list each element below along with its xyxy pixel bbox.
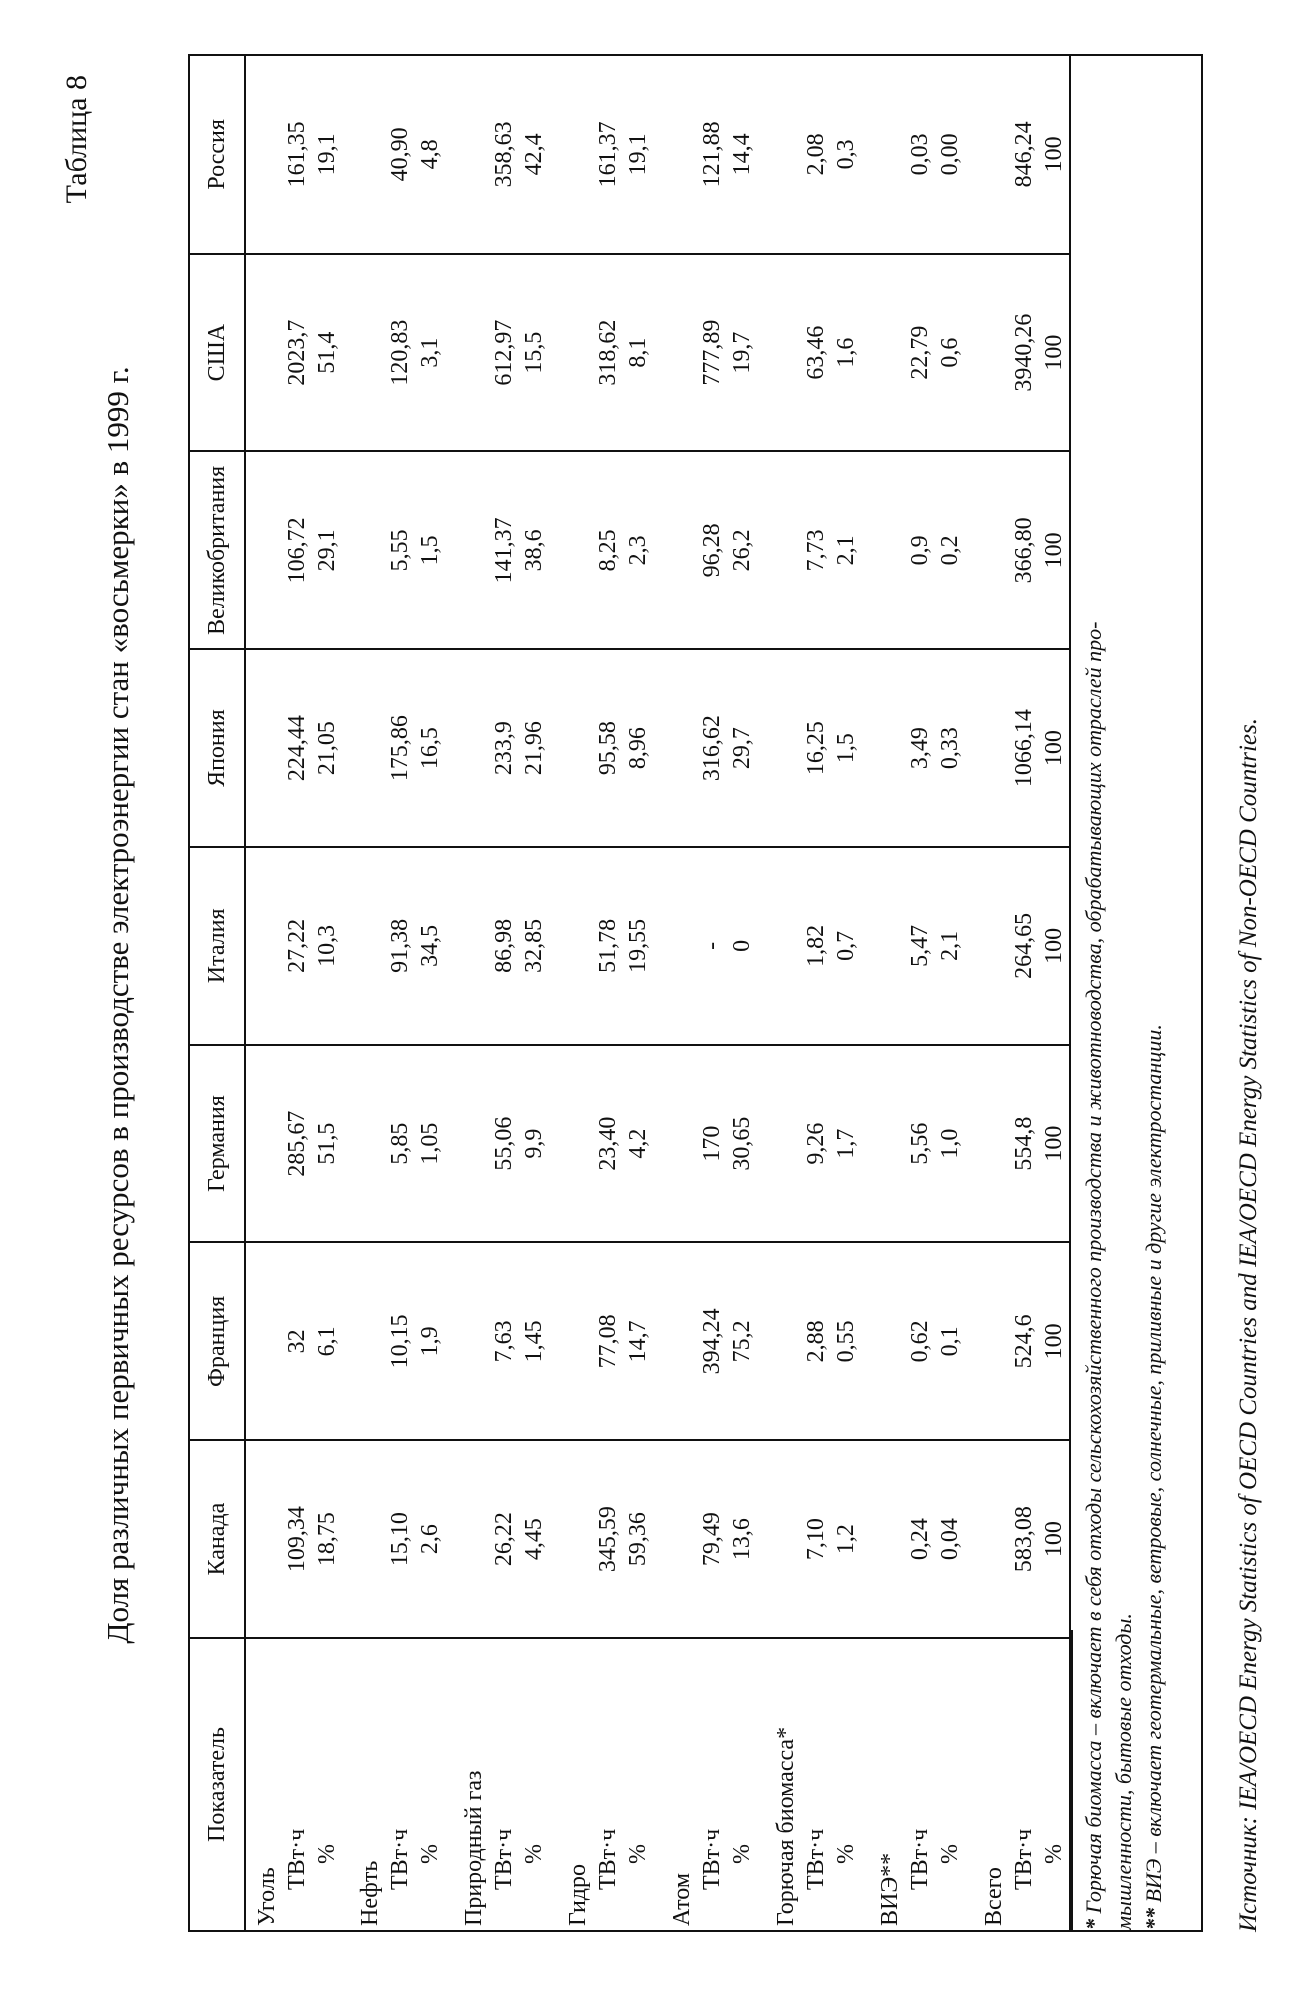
header-country: Италия: [190, 847, 245, 1045]
pct-value: 1,5: [833, 733, 859, 764]
pct-value: 19,55: [625, 918, 651, 973]
twh-value: 16,25: [803, 721, 829, 776]
unit-pct-label: %: [729, 1844, 755, 1864]
pct-value: 32,85: [521, 918, 547, 973]
pct-value: 0,00: [937, 133, 963, 176]
data-row: [453, 56, 557, 1930]
pct-value: 0,1: [937, 1326, 963, 1357]
pct-value: 1,45: [521, 1320, 547, 1363]
twh-value: 0,24: [907, 1518, 933, 1561]
pct-value: 26,2: [729, 529, 755, 572]
unit-twh-label: ТВт·ч: [699, 1828, 725, 1890]
group-name: Горючая биомасса*: [773, 1726, 799, 1926]
pct-value: 13,6: [729, 1518, 755, 1561]
pct-value: 0,3: [833, 139, 859, 170]
unit-twh-label: ТВт·ч: [803, 1828, 829, 1890]
pct-value: 1,6: [833, 337, 859, 368]
value-cell: [245, 847, 349, 1045]
pct-value: 6,1: [314, 1326, 340, 1357]
pct-value: 0,04: [937, 1518, 963, 1561]
pct-value: 0,2: [937, 535, 963, 566]
twh-value: 233,9: [491, 721, 517, 776]
twh-value: 318,62: [595, 319, 621, 386]
value-cell: [765, 1440, 869, 1638]
value-cell: [349, 452, 453, 650]
header-country: Германия: [190, 1045, 245, 1243]
twh-value: 2023,7: [284, 319, 310, 386]
twh-value: 121,88: [699, 121, 725, 188]
value-cell: [349, 1045, 453, 1243]
value-cell: [973, 649, 1070, 847]
value-cell: [245, 1440, 349, 1638]
twh-value: 2,08: [803, 133, 829, 176]
pct-value: 100: [1041, 1125, 1067, 1162]
value-cell: [245, 1243, 349, 1441]
pct-value: 0: [729, 939, 755, 952]
value-cell: [349, 847, 453, 1045]
footnote-rule: [1071, 1630, 1073, 1930]
value-cell: [557, 56, 661, 254]
twh-value: 10,15: [387, 1314, 413, 1369]
pct-value: 8,1: [625, 337, 651, 368]
twh-value: 96,28: [699, 523, 725, 578]
twh-value: 95,58: [595, 721, 621, 776]
row-label: [661, 1638, 765, 1930]
pct-value: 16,5: [417, 727, 443, 770]
pct-value: 38,6: [521, 529, 547, 572]
twh-value: 15,10: [387, 1512, 413, 1567]
footnotes: [1070, 56, 1169, 1930]
twh-value: 612,97: [491, 319, 517, 386]
twh-value: 5,55: [387, 529, 413, 572]
twh-value: 22,79: [907, 325, 933, 380]
pct-value: 100: [1041, 730, 1067, 767]
value-cell: [349, 649, 453, 847]
value-cell: [973, 1243, 1070, 1441]
group-name: Нефть: [357, 1860, 383, 1926]
value-cell: [765, 649, 869, 847]
value-cell: [973, 847, 1070, 1045]
pct-value: 2,3: [625, 535, 651, 566]
value-cell: [453, 847, 557, 1045]
group-name: ВИЭ**: [877, 1852, 903, 1926]
value-cell: [661, 254, 765, 452]
pct-value: 21,96: [521, 721, 547, 776]
twh-value: 554,8: [1011, 1116, 1037, 1171]
value-cell: [349, 56, 453, 254]
twh-value: -: [699, 941, 725, 950]
value-cell: [869, 254, 973, 452]
row-label: [349, 1638, 453, 1930]
value-cell: [557, 452, 661, 650]
value-cell: [869, 1243, 973, 1441]
twh-value: 32: [284, 1329, 310, 1354]
twh-value: 3,49: [907, 727, 933, 770]
header-country: Россия: [190, 56, 245, 254]
pct-value: 2,1: [833, 535, 859, 566]
row-label: [557, 1638, 661, 1930]
pct-value: 100: [1041, 334, 1067, 371]
row-label: [765, 1638, 869, 1930]
twh-value: 583,08: [1011, 1506, 1037, 1573]
pct-value: 59,36: [625, 1512, 651, 1567]
pct-value: 15,5: [521, 331, 547, 374]
twh-value: 345,59: [595, 1506, 621, 1573]
twh-value: 26,22: [491, 1512, 517, 1567]
twh-value: 161,37: [595, 121, 621, 188]
value-cell: [661, 452, 765, 650]
value-cell: [453, 1045, 557, 1243]
value-cell: [453, 56, 557, 254]
value-cell: [453, 1243, 557, 1441]
pct-value: 75,2: [729, 1320, 755, 1363]
pct-value: 1,0: [937, 1128, 963, 1159]
unit-twh-label: ТВт·ч: [491, 1828, 517, 1890]
twh-value: 8,25: [595, 529, 621, 572]
data-row: [973, 56, 1070, 1930]
pct-value: 29,1: [314, 529, 340, 572]
pct-value: 18,75: [314, 1512, 340, 1567]
pct-value: 3,1: [417, 337, 443, 368]
value-cell: [973, 1440, 1070, 1638]
value-cell: [973, 1045, 1070, 1243]
value-cell: [557, 649, 661, 847]
row-label: [245, 1638, 349, 1930]
group-name: Атом: [669, 1872, 695, 1926]
twh-value: 777,89: [699, 319, 725, 386]
value-cell: [349, 254, 453, 452]
value-cell: [349, 1243, 453, 1441]
twh-value: 0,03: [907, 133, 933, 176]
pct-value: 14,4: [729, 133, 755, 176]
table-frame: [188, 54, 1203, 1932]
value-cell: [245, 56, 349, 254]
value-cell: [557, 1440, 661, 1638]
source-note: Источник: IEA/OECD Energy Statistics of OECD Countries and IEA/OECD Energy Statistics of Non-OECD Countries.: [1235, 718, 1262, 1932]
unit-pct-label: %: [417, 1844, 443, 1864]
value-cell: [869, 452, 973, 650]
twh-value: 51,78: [595, 918, 621, 973]
twh-value: 224,44: [284, 715, 310, 782]
pct-value: 19,7: [729, 331, 755, 374]
value-cell: [973, 452, 1070, 650]
value-cell: [869, 1440, 973, 1638]
twh-value: 7,10: [803, 1518, 829, 1561]
header-indicator: Показатель: [190, 1638, 245, 1930]
pct-value: 1,2: [833, 1524, 859, 1555]
unit-twh-label: ТВт·ч: [387, 1828, 413, 1890]
unit-pct-label: %: [521, 1844, 547, 1864]
header-row: [190, 56, 245, 1930]
value-cell: [557, 847, 661, 1045]
group-name: Уголь: [254, 1867, 280, 1926]
group-name: Природный газ: [461, 1770, 487, 1926]
value-cell: [661, 1045, 765, 1243]
pct-value: 100: [1041, 1323, 1067, 1360]
data-row: [349, 56, 453, 1930]
row-label: [869, 1638, 973, 1930]
pct-value: 0,6: [937, 337, 963, 368]
value-cell: [765, 847, 869, 1045]
value-cell: [661, 56, 765, 254]
twh-value: 106,72: [284, 517, 310, 584]
value-cell: [453, 649, 557, 847]
twh-value: 63,46: [803, 325, 829, 380]
pct-value: 1,5: [417, 535, 443, 566]
twh-value: 175,86: [387, 715, 413, 782]
value-cell: [245, 452, 349, 650]
pct-value: 100: [1041, 1521, 1067, 1558]
value-cell: [453, 452, 557, 650]
header-country: США: [190, 254, 245, 452]
value-cell: [557, 1243, 661, 1441]
value-cell: [245, 254, 349, 452]
value-cell: [973, 254, 1070, 452]
value-cell: [973, 56, 1070, 254]
value-cell: [661, 1440, 765, 1638]
value-cell: [869, 847, 973, 1045]
pct-value: 1,9: [417, 1326, 443, 1357]
unit-pct-label: %: [1041, 1844, 1067, 1864]
pct-value: 100: [1041, 927, 1067, 964]
value-cell: [765, 1045, 869, 1243]
table-number: Таблица 8: [60, 75, 93, 204]
table-body: [245, 56, 1070, 1930]
twh-value: 9,26: [803, 1122, 829, 1165]
unit-pct-label: %: [833, 1844, 859, 1864]
twh-value: 524,6: [1011, 1314, 1037, 1369]
pct-value: 34,5: [417, 924, 443, 967]
header-country: Канада: [190, 1440, 245, 1638]
twh-value: 316,62: [699, 715, 725, 782]
pct-value: 100: [1041, 532, 1067, 569]
value-cell: [765, 1243, 869, 1441]
value-cell: [349, 1440, 453, 1638]
pct-value: 100: [1041, 136, 1067, 173]
twh-value: 120,83: [387, 319, 413, 386]
twh-value: 2,88: [803, 1320, 829, 1363]
pct-value: 1,7: [833, 1128, 859, 1159]
twh-value: 846,24: [1011, 121, 1037, 188]
twh-value: 86,98: [491, 918, 517, 973]
table-title: Доля различных первичных ресурсов в производстве электроэнергии стан «восьмерки» в 1999 г.: [100, 366, 135, 1644]
twh-value: 79,49: [699, 1512, 725, 1567]
pct-value: 4,8: [417, 139, 443, 170]
value-cell: [661, 649, 765, 847]
twh-value: 5,85: [387, 1122, 413, 1165]
twh-value: 27,22: [284, 918, 310, 973]
unit-twh-label: ТВт·ч: [1011, 1828, 1037, 1890]
header-country: Япония: [190, 649, 245, 847]
unit-twh-label: ТВт·ч: [907, 1828, 933, 1890]
value-cell: [245, 1045, 349, 1243]
pct-value: 0,7: [833, 930, 859, 961]
unit-pct-label: %: [625, 1844, 651, 1864]
twh-value: 7,63: [491, 1320, 517, 1363]
twh-value: 394,24: [699, 1308, 725, 1375]
group-name: Гидро: [565, 1863, 591, 1926]
twh-value: 91,38: [387, 918, 413, 973]
twh-value: 285,67: [284, 1110, 310, 1177]
unit-twh-label: ТВт·ч: [284, 1828, 310, 1890]
data-row: [245, 56, 349, 1930]
unit-pct-label: %: [937, 1844, 963, 1864]
row-label: [453, 1638, 557, 1930]
pct-value: 0,33: [937, 727, 963, 770]
twh-value: 3940,26: [1011, 313, 1037, 392]
pct-value: 14,7: [625, 1320, 651, 1363]
row-label: [973, 1638, 1070, 1930]
twh-value: 0,9: [907, 535, 933, 566]
twh-value: 0,62: [907, 1320, 933, 1363]
header-country: Великобритания: [190, 452, 245, 650]
value-cell: [557, 254, 661, 452]
value-cell: [245, 649, 349, 847]
pct-value: 0,55: [833, 1320, 859, 1363]
pct-value: 51,4: [314, 331, 340, 374]
data-row: [661, 56, 765, 1930]
twh-value: 109,34: [284, 1506, 310, 1573]
twh-value: 55,06: [491, 1116, 517, 1171]
twh-value: 170: [699, 1125, 725, 1162]
pct-value: 4,45: [521, 1518, 547, 1561]
footnote-2: ** ВИЭ – включает геотермальные, ветровые, солнечные, приливные и другие электростанции.: [1141, 1024, 1166, 1930]
value-cell: [661, 1243, 765, 1441]
twh-value: 1066,14: [1011, 709, 1037, 788]
data-table: [190, 56, 1169, 1930]
pct-value: 19,1: [314, 133, 340, 176]
twh-value: 40,90: [387, 127, 413, 182]
twh-value: 5,56: [907, 1122, 933, 1165]
pct-value: 42,4: [521, 133, 547, 176]
pct-value: 9,9: [521, 1128, 547, 1159]
data-row: [869, 56, 973, 1930]
value-cell: [869, 56, 973, 254]
pct-value: 1,05: [417, 1122, 443, 1165]
value-cell: [453, 1440, 557, 1638]
value-cell: [869, 1045, 973, 1243]
twh-value: 264,65: [1011, 912, 1037, 979]
footnote-1-cont: мышленности, бытовые отходы.: [1111, 1613, 1136, 1930]
pct-value: 2,6: [417, 1524, 443, 1555]
twh-value: 77,08: [595, 1314, 621, 1369]
data-row: [557, 56, 661, 1930]
twh-value: 23,40: [595, 1116, 621, 1171]
header-country: Франция: [190, 1243, 245, 1441]
value-cell: [765, 254, 869, 452]
twh-value: 161,35: [284, 121, 310, 188]
pct-value: 30,65: [729, 1116, 755, 1171]
pct-value: 2,1: [937, 930, 963, 961]
value-cell: [765, 56, 869, 254]
data-row: [765, 56, 869, 1930]
pct-value: 4,2: [625, 1128, 651, 1159]
pct-value: 51,5: [314, 1122, 340, 1165]
pct-value: 21,05: [314, 721, 340, 776]
twh-value: 7,73: [803, 529, 829, 572]
group-name: Всего: [981, 1867, 1007, 1926]
pct-value: 8,96: [625, 727, 651, 770]
value-cell: [661, 847, 765, 1045]
value-cell: [557, 1045, 661, 1243]
twh-value: 5,47: [907, 924, 933, 967]
pct-value: 10,3: [314, 924, 340, 967]
twh-value: 366,80: [1011, 517, 1037, 584]
twh-value: 141,37: [491, 517, 517, 584]
twh-value: 358,63: [491, 121, 517, 188]
value-cell: [453, 254, 557, 452]
unit-twh-label: ТВт·ч: [595, 1828, 621, 1890]
value-cell: [869, 649, 973, 847]
unit-pct-label: %: [314, 1844, 340, 1864]
footnote-1: * Горючая биомасса – включает в себя отходы сельскохозяйственного производства и животноводства, обрабатывающих отраслей про-: [1081, 621, 1106, 1930]
pct-value: 29,7: [729, 727, 755, 770]
value-cell: [765, 452, 869, 650]
pct-value: 19,1: [625, 133, 651, 176]
twh-value: 1,82: [803, 924, 829, 967]
